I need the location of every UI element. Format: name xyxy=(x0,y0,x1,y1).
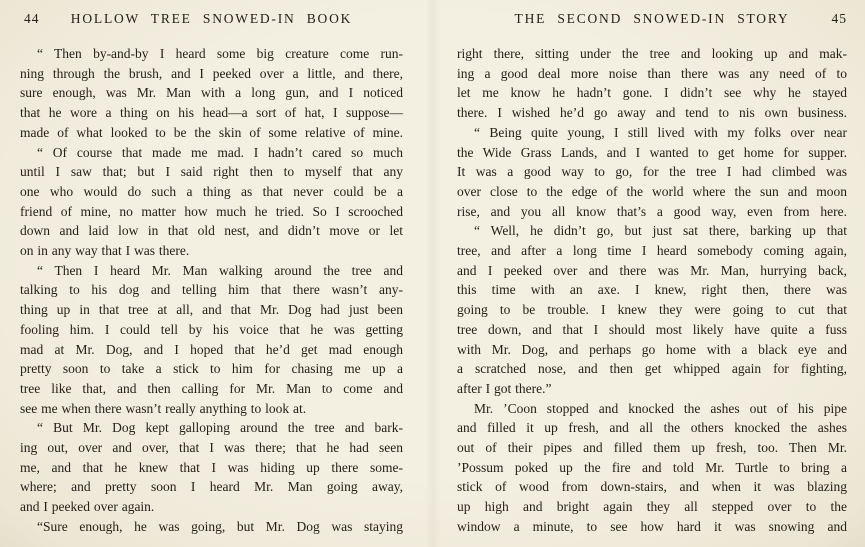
paragraph xyxy=(20,143,403,261)
paragraph xyxy=(20,418,403,517)
text-line: let me know he hadn’t gone. I didn’t see why he stayed xyxy=(457,85,847,101)
right-page xyxy=(433,0,865,547)
text-line: where; and pretty soon I heard Mr. Man going away, xyxy=(20,479,403,495)
text-line: window a minute, to see how hard it was snowing and xyxy=(457,518,847,534)
text-line: made of what looked to be the skin of some relative of mine. xyxy=(20,124,403,140)
text-line: “ Being quite young, I still lived with my folks over near xyxy=(474,124,847,140)
text-line: pretty soon to take a stick to him for chasing me up a xyxy=(20,361,403,377)
text-line: thing up in that tree at all, and that Mr. Dog had just been xyxy=(20,302,403,318)
text-line: on in any way that I was there. xyxy=(20,243,190,259)
text-line: that he wore a thing on his head—a sort of hat, I suppose— xyxy=(20,105,403,121)
text-line: tree, and after a long time I heard somebody coming again, xyxy=(457,243,847,259)
text-line: over close to the edge of the world where the sun and moon xyxy=(457,183,847,199)
text-line: “ Then by-and-by I heard some big creature come run- xyxy=(37,46,403,61)
paragraph xyxy=(20,517,403,537)
paragraph xyxy=(20,44,403,143)
text-line: after I got there.” xyxy=(457,380,552,396)
text-line: ing out, over and over, that I was there; that he had seen xyxy=(20,440,403,456)
text-line: ’Possum poked up the fire and told Mr. Turtle to bring a xyxy=(457,459,847,475)
text-line: rise, and you all know that’s a good way, even from here. xyxy=(457,203,847,219)
text-line: the Wide Grass Lands, and I wanted to get home for supper. xyxy=(457,144,847,160)
paragraph xyxy=(457,221,847,398)
text-line: talking to his dog and telling him that there wasn’t any- xyxy=(20,282,403,298)
paragraph xyxy=(457,123,847,222)
text-line: see me when there wasn’t really anything to look at. xyxy=(20,400,307,416)
paragraph xyxy=(457,399,847,537)
page-number: 45 xyxy=(831,11,847,26)
text-line: tree down, and that I should most likely have quite a fuss xyxy=(457,321,847,337)
text-line: and I peeked over and there was Mr. Man, hurrying back, xyxy=(457,262,847,278)
text-line: up high and bright again they all stepped over to the xyxy=(457,499,847,515)
text-line: there. I wished he’d go away and tend to nis own business. xyxy=(457,105,847,121)
text-line: “ Then I heard Mr. Man walking around the tree and xyxy=(37,262,403,278)
running-title: THE SECOND SNOWED-IN STORY xyxy=(514,11,790,26)
text-line: sure enough, was Mr. Man with a long gun, and I noticed xyxy=(20,85,403,101)
text-line: friend of mine, no matter how much he tried. So I scrooched xyxy=(20,203,403,219)
text-line: and filled it up fresh, and all the others knocked the ashes xyxy=(457,420,847,436)
right-page-body xyxy=(457,44,847,537)
left-page-body xyxy=(20,44,403,537)
text-line: ing a good deal more noise than there was any need of to xyxy=(457,65,847,81)
text-line: “ Of course that made me mad. I hadn’t cared so much xyxy=(37,144,403,160)
text-line: It was a good way to go, for the tree I had climbed was xyxy=(457,164,847,180)
left-page xyxy=(0,0,432,547)
text-line: “Sure enough, he was going, but Mr. Dog was staying xyxy=(37,518,403,534)
text-line: me, and that he knew that I was hiding up there some- xyxy=(20,459,403,475)
text-line: right there, sitting under the tree and looking up and mak- xyxy=(457,46,847,61)
running-title: HOLLOW TREE SNOWED-IN BOOK xyxy=(70,11,353,26)
text-line: one who would do such a thing as that never could be a xyxy=(20,183,403,199)
text-line: fooling him. I could tell by his voice that he was getting xyxy=(20,321,403,337)
right-page-header xyxy=(457,11,847,31)
text-line: tree like that, and then calling for Mr. Man to come and xyxy=(20,380,403,396)
text-line: Mr. ’Coon stopped and knocked the ashes out of his pipe xyxy=(474,400,847,416)
paragraph xyxy=(457,44,847,123)
left-page-header xyxy=(20,11,403,31)
text-line: ning through the brush, and I peeked over a little, and there, xyxy=(20,65,403,81)
text-line: going to be trouble. I knew they were going to cut that xyxy=(457,302,847,318)
text-line: stick of wood from down-stairs, and when it was blazing xyxy=(457,479,847,495)
text-line: “ But Mr. Dog kept galloping around the tree and bark- xyxy=(37,420,403,436)
text-line: with Mr. Dog, and perhaps go home with a black eye and xyxy=(457,341,847,357)
text-line: a scratched nose, and then get whipped again for fighting, xyxy=(457,361,847,377)
page-number: 44 xyxy=(24,11,40,26)
text-line: this time with an axe. I knew, right then, there was xyxy=(457,282,847,298)
text-line: down and laid low in that old nest, and didn’t move or let xyxy=(20,223,403,239)
text-line: “ Well, he didn’t go, but just sat there, barking up that xyxy=(474,223,847,239)
text-line: mad at Mr. Dog, and I hoped that he’d get mad enough xyxy=(20,341,403,357)
text-line: until I saw that; but I said right then to myself that any xyxy=(20,164,403,180)
text-line: out of their pipes and filled them up fresh, too. Then Mr. xyxy=(457,440,847,456)
text-line: and I peeked over again. xyxy=(20,499,155,515)
paragraph xyxy=(20,261,403,419)
